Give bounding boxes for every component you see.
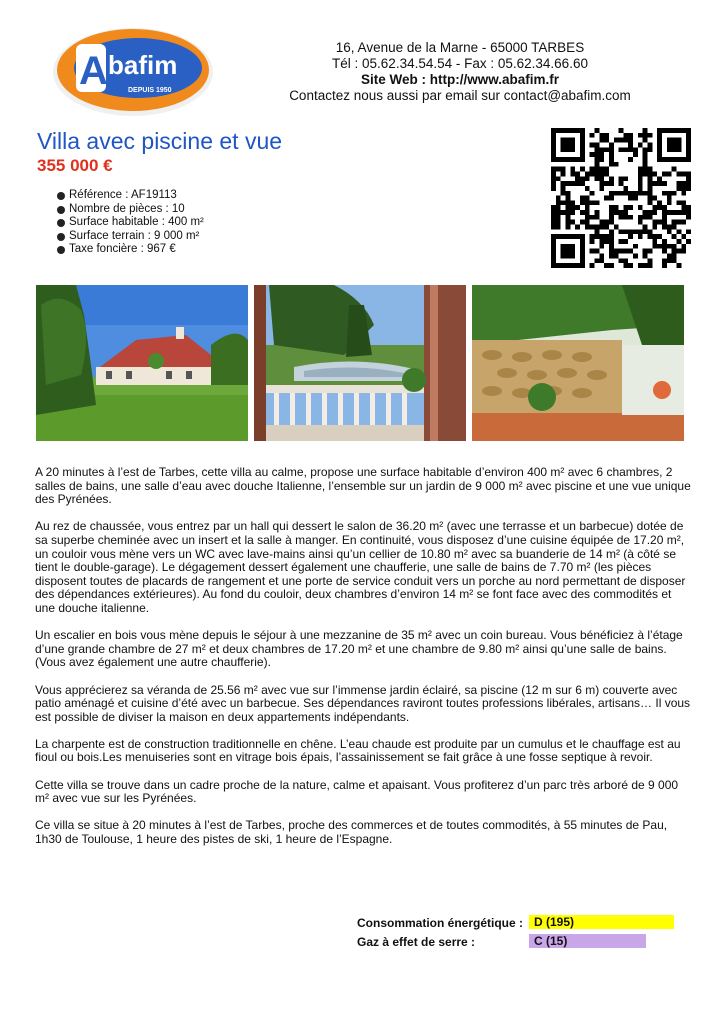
spec-property-tax: Taxe foncière : 967 € [57, 243, 204, 257]
agency-address: 16, Avenue de la Marne - 65000 TARBES [335, 40, 585, 55]
listing-title: Villa avec piscine et vue [37, 128, 283, 154]
description-paragraph: Vous apprécierez sa véranda de 25.56 m² avec vue sur l’immense jardin éclairé, sa piscine (12 m sur 6 m) couverte avec patio aménagé et cuisine d’été avec un barbecue. Ses dépendances raviront toutes professions libérales, artisans… Il vous est possible de diviser la maison en deux appartements indépendants. [35, 682, 691, 724]
agency-phone-fax: Tél : 05.62.34.54.54 - Fax : 05.62.34.66.60 [332, 56, 588, 71]
bullet-icon [57, 233, 65, 241]
photo-pool-veranda[interactable] [254, 285, 466, 441]
qr-code-icon [551, 128, 691, 268]
photo-villa-exterior[interactable] [36, 285, 248, 441]
bullet-icon [57, 206, 65, 214]
energy-consumption-label: Consommation énergétique : [357, 916, 524, 930]
spec-living-area: Surface habitable : 400 m² [57, 216, 204, 230]
abafim-logo [38, 18, 228, 123]
description-paragraph: A 20 minutes à l’est de Tarbes, cette villa au calme, propose une surface habitable d’environ 400 m² avec 6 chambres, 2 salles de bains, une salle d’eau avec douche Italienne, l’ensemble sur un jardin de 9 000 m² avec piscine et une vue unique des Pyrénées. [35, 465, 691, 507]
description-paragraph: Au rez de chaussée, vous entrez par un hall qui dessert le salon de 36.20 m² (avec une terrasse et un barbecue) dotée de sa superbe cheminée avec un insert et la salle à manger. En continuité, vous disposez d’une cuisine équipée de 17.20 m², un couloir vous mène vers un WC avec lave-mains ainsi qu’un cellier de 10.80 m² avec sa buanderie de 14 m² (à côté se tient le double-garage). Le dégagement dessert également une chaufferie, une salle de bains de 7.70 m² (les pièces disposent toutes de placards de rangement et une porte de service conduit vers un porche au nord permettant de disposer des dépendances extérieures). Au fond du couloir, deux chambres d’environ 14 m² se font face avec des commodités et une douche italienne. [35, 519, 686, 615]
photo-garden-wall[interactable] [472, 285, 684, 441]
listing-price: 355 000 € [37, 156, 113, 175]
bullet-icon [57, 192, 65, 200]
description-paragraph: Cette villa se trouve dans un cadre proche de la nature, calme et apaisant. Vous profiterez d’un parc très arboré de 9 000 m² avec vue sur les Pyrénées. [35, 777, 679, 806]
spec-rooms: Nombre de pièces : 10 [57, 203, 204, 217]
agency-contact [255, 40, 665, 104]
description-paragraph: Ce villa se situe à 20 minutes à l’est de Tarbes, proche des commerces et de toutes commodités, à 55 minutes de Pau, 1h30 de Toulouse, 1 heure des pistes de ski, 1 heure de l’Espagne. [35, 818, 668, 847]
bullet-icon [57, 246, 65, 254]
ges-value: C (15) [529, 934, 646, 948]
photo-gallery [36, 285, 684, 441]
spec-reference: Référence : AF19113 [57, 189, 204, 203]
description-paragraph: La charpente est de construction traditionnelle en chêne. L’eau chaude est produite par un cumulus et le chauffage est au fioul ou bois.Les menuiseries sont en vitrage bois épais, l’assainissement se fait grâce à une fosse septique à revoir. [35, 736, 681, 765]
logo-tagline: DEPUIS 1950 [128, 87, 172, 94]
agency-email-line[interactable]: Contactez nous aussi par email sur contact@abafim.com [289, 88, 631, 103]
svg-text:bafim: bafim [108, 50, 178, 80]
spec-land-area: Surface terrain : 9 000 m² [57, 230, 204, 244]
agency-website-link[interactable]: Site Web : http://www.abafim.fr [360, 72, 559, 87]
svg-text:A: A [79, 49, 108, 93]
description-paragraph: Un escalier en bois vous mène depuis le séjour à une mezzanine de 35 m² avec un coin bureau. Vous bénéficiez à l’étage d’une grande chambre de 27 m² et deux chambres de 17.20 m² et une chambre de 9.80 m² ainsi qu’une salle de bains.(Vous avez également une autre chaufferie). [35, 628, 683, 670]
bullet-icon [57, 219, 65, 227]
energy-consumption-value: D (195) [529, 915, 674, 929]
listing-description [35, 466, 691, 860]
ges-label: Gaz à effet de serre : [357, 935, 476, 949]
listing-specs [57, 189, 204, 257]
